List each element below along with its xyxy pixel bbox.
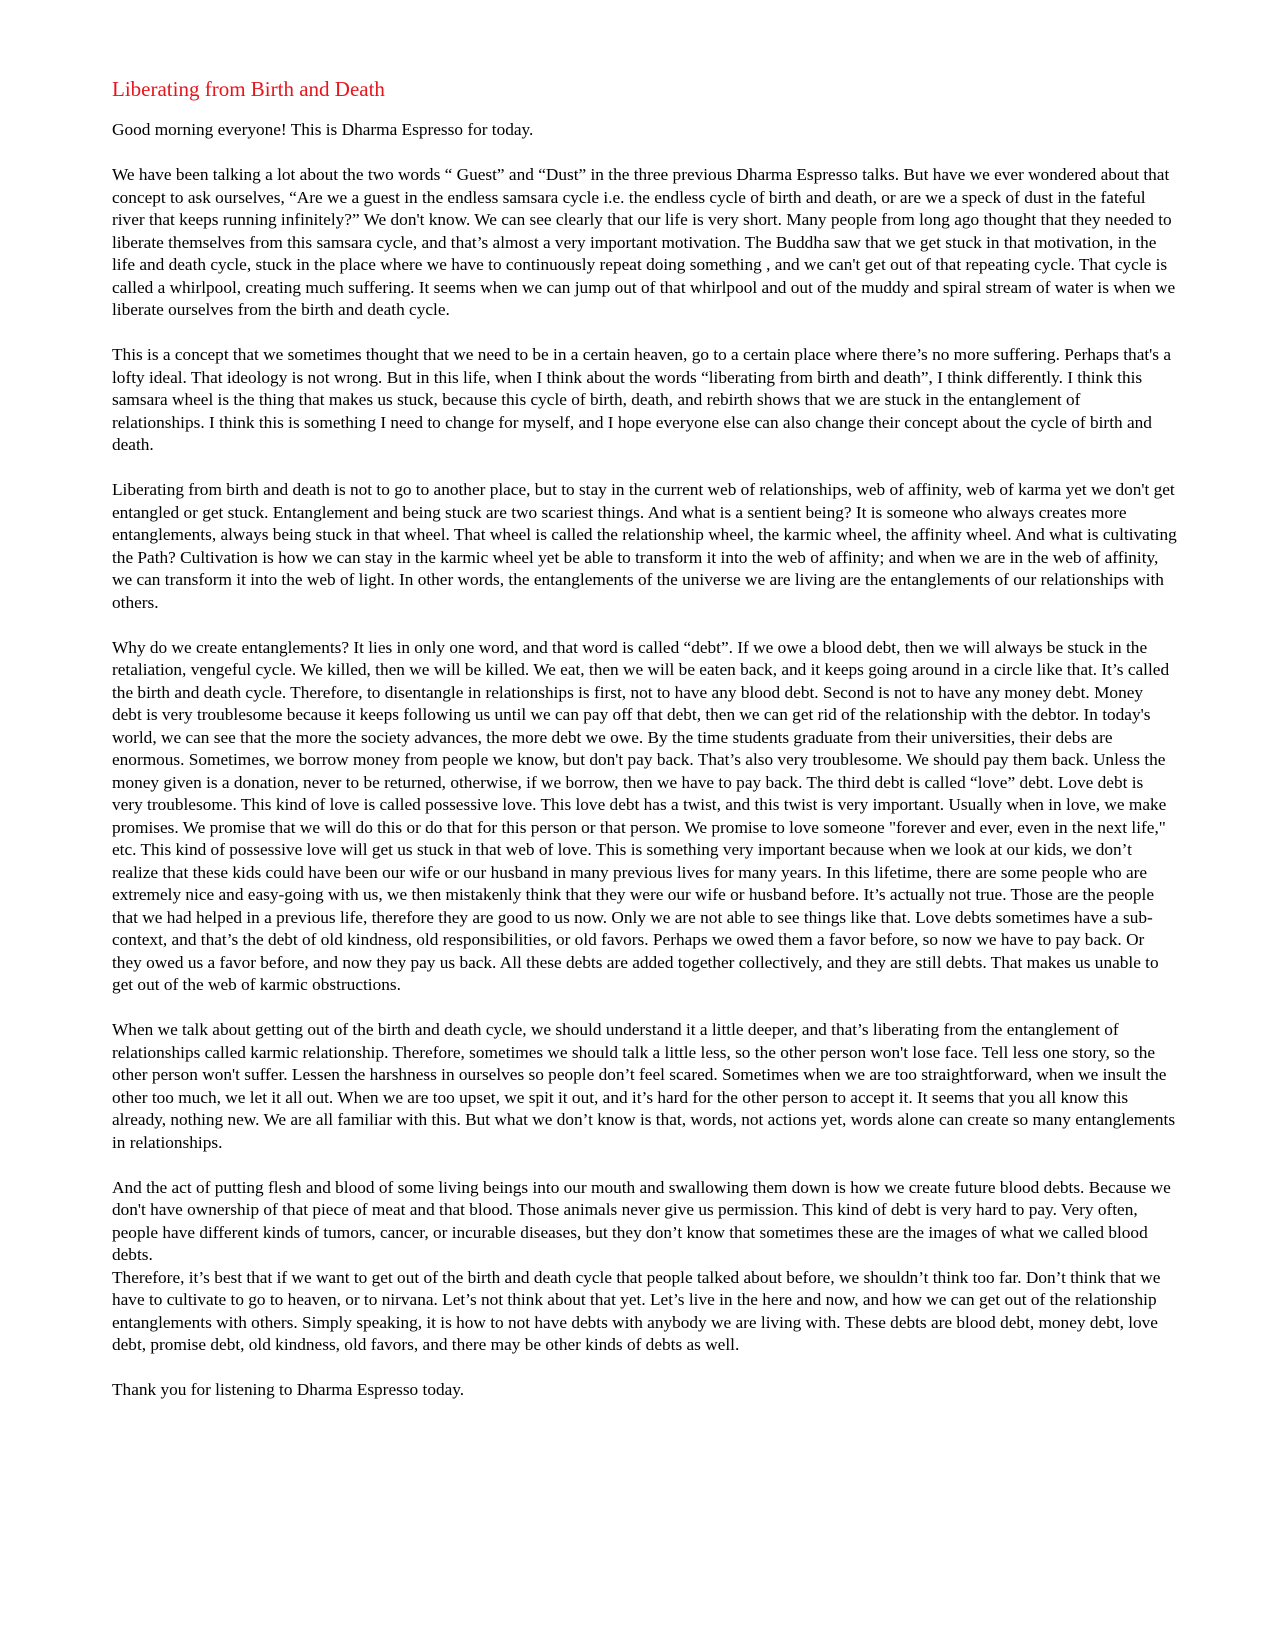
paragraph-closing: Thank you for listening to Dharma Espresso today. <box>112 1380 465 1399</box>
document-title: Liberating from Birth and Death <box>112 77 385 101</box>
paragraph-samsara-concept: This is a concept that we sometimes thought that we need to be in a certain heaven, go to a certain place where there’s no more suffering. Perhaps that's a lofty ideal. That ideology is not wrong. But in this life, when I think about the words “liberating from birth and death”, I think differently. I think this samsara wheel is the thing that makes us stuck, because this cycle of birth, death, and rebirth shows that we are stuck in the entanglement of relationships. I think this is something I need to change for myself, and I hope everyone else can also change their concept about the cycle of birth and death. <box>112 345 1171 454</box>
paragraph-greeting: Good morning everyone! This is Dharma Espresso for today. <box>112 120 534 139</box>
paragraph-conclusion: Therefore, it’s best that if we want to get out of the birth and death cycle that people talked about before, we shouldn’t think too far. Don’t think that we have to cultivate to go to heaven, or to nirvana. Let’s not think about that yet. Let’s live in the here and now, and how we can get out of the relationship entanglements with others. Simply speaking, it is how to not have debts with anybody we are living with. These debts are blood debt, money debt, love debt, promise debt, old kindness, old favors, and there may be other kinds of debts as well. <box>112 1267 1161 1354</box>
paragraph-words-entanglement: When we talk about getting out of the birth and death cycle, we should understand it a little deeper, and that’s liberating from the entanglement of relationships called karmic relationship. Therefore, sometimes we should talk a little less, so the other person won't lose face. Tell less one story, so the other person won't suffer. Lessen the harshness in ourselves so people don’t feel scared. Sometimes when we are too straightforward, when we insult the other too much, we let it all out. When we are too upset, we spit it out, and it’s hard for the other person to accept it. It seems that you all know this already, nothing new. We are all familiar with this. But what we don’t know is that, words, not actions yet, words alone can create so many entanglements in relationships. <box>112 1020 1176 1152</box>
paragraph-blood-debts: And the act of putting flesh and blood of some living beings into our mouth and swallowing them down is how we create future blood debts. Because we don't have ownership of that piece of meat and that blood. Those animals never give us permission. This kind of debt is very hard to pay. Very often, people have different kinds of tumors, cancer, or incurable diseases, but they don’t know that sometimes these are the images of what we called blood debts. <box>112 1177 1171 1264</box>
paragraph-web-of-relationships: Liberating from birth and death is not to go to another place, but to stay in the current web of relationships, web of affinity, web of karma yet we don't get entangled or get stuck. Entanglement and being stuck are two scariest things. And what is a sentient being? It is someone who always creates more entanglements, always being stuck in that wheel. That wheel is called the relationship wheel, the karmic wheel, the affinity wheel. And what is cultivating the Path? Cultivation is how we can stay in the karmic wheel yet be able to transform it into the web of affinity; and when we are in the web of affinity, we can transform it into the web of light. In other words, the entanglements of the universe we are living are the entanglements of our relationships with others. <box>112 480 1177 612</box>
paragraph-debts: Why do we create entanglements? It lies in only one word, and that word is called “debt”. If we owe a blood debt, then we will always be stuck in the retaliation, vengeful cycle. We killed, then we will be killed. We eat, then we will be eaten back, and it keeps going around in a circle like that. It’s called the birth and death cycle. Therefore, to disentangle in relationships is first, not to have any blood debt. Second is not to have any money debt. Money debt is very troublesome because it keeps following us until we can pay off that debt, then we can get rid of the relationship with the debtor. In today's world, we can see that the more the society advances, the more debt we owe. By the time students graduate from their universities, their debs are enormous. Sometimes, we borrow money from people we know, but don't pay back. That’s also very troublesome. We should pay them back. Unless the money given is a donation, never to be returned, otherwise, if we borrow, then we have to pay back. The third debt is called “love” debt. Love debt is very troublesome. This kind of love is called possessive love. This love debt has a twist, and this twist is very important. Usually when in love, we make promises. We promise that we will do this or do that for this person or that person. We promise to love someone "forever and ever, even in the next life," etc. This kind of possessive love will get us stuck in that web of love. This is something very important because when we look at our kids, we don’t realize that these kids could have been our wife or our husband in many previous lives for many years. In this lifetime, there are some people who are extremely nice and easy-going with us, we then mistakenly think that they were our wife or husband before. It’s actually not true. Those are the people that we had helped in a previous life, therefore they are good to us now. Only we are not able to see things like that. Love debts sometimes have a sub-context, and that’s the debt of old kindness, old responsibilities, or old favors. Perhaps we owed them a favor before, so now we have to pay back. Or they owed us a favor before, and now they pay us back. All these debts are added together collectively, and they are still debts. That makes us unable to get out of the web of karmic obstructions. <box>112 637 1170 994</box>
document-page <box>112 76 1177 1424</box>
paragraph-guest-and-dust: We have been talking a lot about the two words “ Guest” and “Dust” in the three previous Dharma Espresso talks. But have we ever wondered about that concept to ask ourselves, “Are we a guest in the endless samsara cycle i.e. the endless cycle of birth and death, or are we a speck of dust in the fateful river that keeps running infinitely?” We don't know. We can see clearly that our life is very short. Many people from long ago thought that they needed to liberate themselves from this samsara cycle, and that’s almost a very important motivation. The Buddha saw that we get stuck in that motivation, in the life and death cycle, stuck in the place where we have to continuously repeat doing something , and we can't get out of that repeating cycle. That cycle is called a whirlpool, creating much suffering. It seems when we can jump out of that whirlpool and out of the muddy and spiral stream of water is when we liberate ourselves from the birth and death cycle. <box>112 165 1176 319</box>
